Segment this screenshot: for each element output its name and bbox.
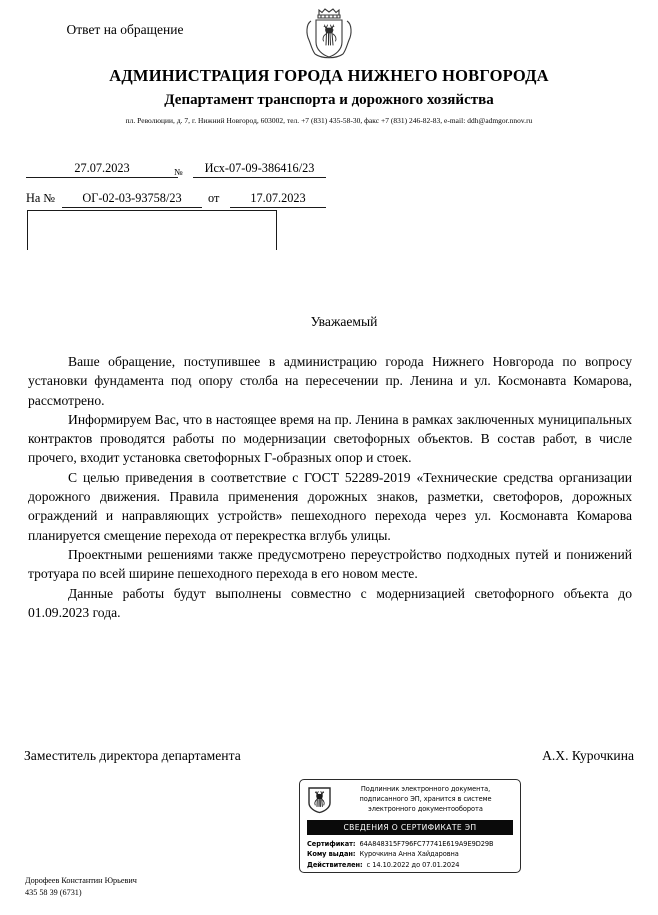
department-title: Департамент транспорта и дорожного хозяйства xyxy=(164,91,494,108)
outgoing-number-field: Исх-07-09-386416/23 xyxy=(193,161,326,178)
stamp-field-value: 64A848315F796FC77741E619A9E9D29B xyxy=(359,839,494,848)
reference-row-incoming xyxy=(26,178,326,208)
stamp-field-label: Действителен: xyxy=(307,861,363,870)
stamp-header xyxy=(307,785,513,815)
nizhny-novgorod-coat-of-arms-icon xyxy=(302,4,356,62)
incoming-date-field: 17.07.2023 xyxy=(230,191,326,208)
executor-phone: 435 58 39 (6731) xyxy=(25,888,82,898)
number-label: № xyxy=(174,167,183,177)
stamp-note: Подлинник электронного документа, подписанного ЭП, хранится в системе электронного документооборота xyxy=(359,785,492,813)
stamp-certificate-fields xyxy=(307,839,513,871)
body-paragraph: Данные работы будут выполнены совместно с модернизацией светофорного объекта до 01.09.2023 года. xyxy=(28,585,632,620)
stamp-field-issued-to xyxy=(307,849,513,860)
stamp-field-value: Курочкина Анна Хайдаровна xyxy=(359,850,459,859)
body-paragraph: С целью приведения в соответствие с ГОСТ 52289-2019 «Технические средства организации дорожного движения. Правила применения дорожных знаков, разметки, светофоров, дорожных ограждений и направляющих устройств» пешеходного перехода через ул. Космонавта Комарова планируется смещение перехода от перекрестка вглубь улицы. xyxy=(28,469,632,543)
deer-emblem-icon xyxy=(307,786,332,814)
stamp-field-value: с 14.10.2022 до 07.01.2024 xyxy=(366,861,460,870)
contact-details: пл. Революции, д. 7, г. Нижний Новгород, 603002, тел. +7 (831) 435-58-30, факс +7 (831) 246-82-83, e-mail: ddh@admgor.nnov.ru xyxy=(125,116,533,126)
outgoing-date-field: 27.07.2023 xyxy=(26,161,178,178)
body-paragraph: Проектными решениями также предусмотрено переустройство подходных путей и понижений тротуара по всей ширине пешеходного перехода в его новом месте. xyxy=(28,546,632,582)
electronic-signature-stamp xyxy=(299,779,521,873)
executor-name: Дорофеев Константин Юрьевич xyxy=(25,876,137,885)
body-paragraph: Информируем Вас, что в настоящее время на пр. Ленина в рамках заключенных муниципальных контрактов проводятся работы по модернизации светофорных объектов. В состав работ, в числе прочего, входит установка светофорных Г-образных опор и стоек. xyxy=(28,411,632,466)
from-label: от xyxy=(208,191,220,205)
incoming-number-field: ОГ-02-03-93758/23 xyxy=(62,191,202,208)
body-paragraph: Ваше обращение, поступившее в администрацию города Нижнего Новгорода по вопросу установки фундамента под опору столба на пересечении пр. Ленина и ул. Космонавта Комарова, рассмотрено. xyxy=(28,354,632,408)
signer-name: А.Х. Курочкина xyxy=(542,748,634,763)
stamp-field-certificate xyxy=(307,839,513,850)
letter-body xyxy=(28,352,632,622)
incoming-label: На № xyxy=(26,191,56,205)
stamp-field-label: Сертификат: xyxy=(307,839,356,848)
reference-block xyxy=(26,148,326,208)
document-header xyxy=(0,66,658,125)
salutation: Уважаемый xyxy=(310,314,378,329)
subject-title: Ответ на обращение xyxy=(66,22,184,37)
stamp-field-label: Кому выдан: xyxy=(307,850,356,859)
signer-position: Заместитель директора департамента xyxy=(24,748,241,763)
document-footer xyxy=(25,875,137,900)
organization-title: АДМИНИСТРАЦИЯ ГОРОДА НИЖНЕГО НОВГОРОДА xyxy=(109,66,549,85)
reference-row-outgoing xyxy=(26,148,326,178)
stamp-banner: СВЕДЕНИЯ О СЕРТИФИКАТЕ ЭП xyxy=(307,820,513,835)
subject-bracket xyxy=(27,210,277,250)
stamp-field-validity xyxy=(307,860,513,871)
signature-row xyxy=(24,748,634,764)
